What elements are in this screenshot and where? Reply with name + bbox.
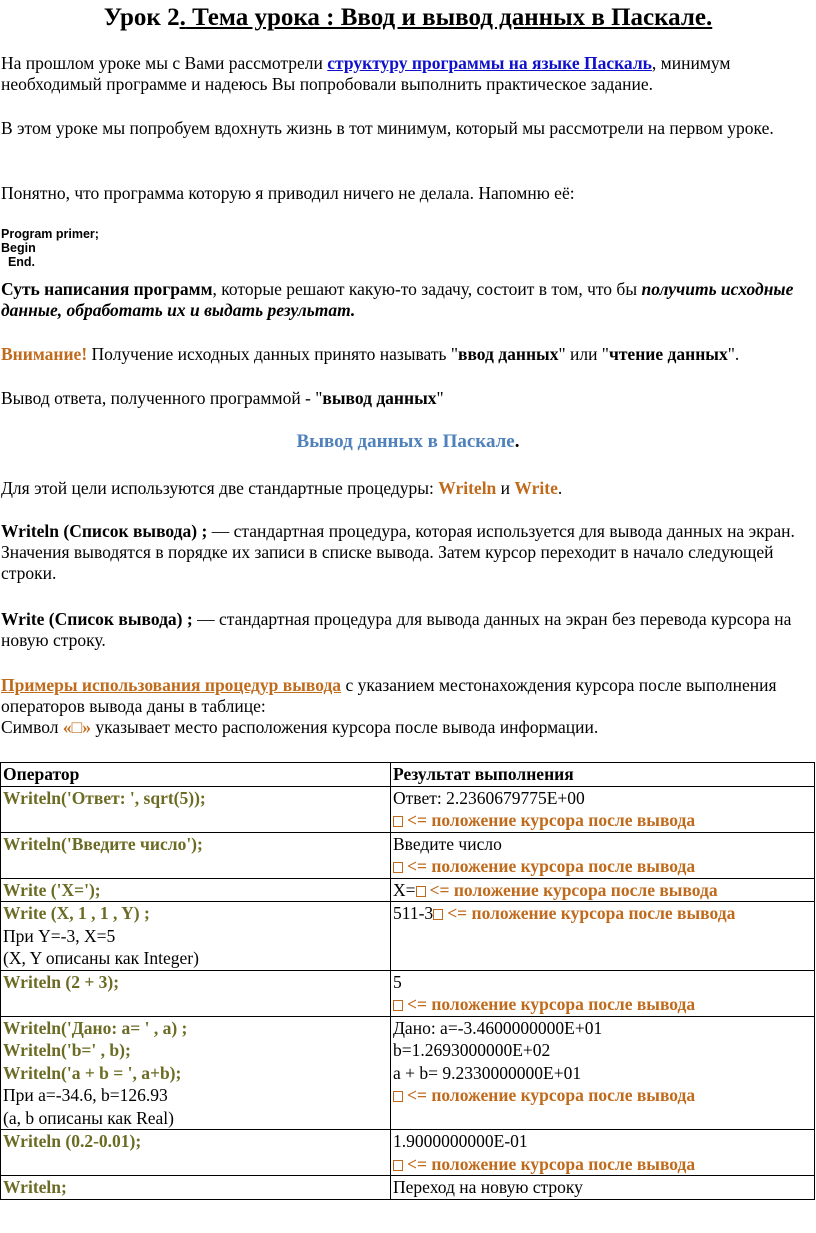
result-cell [391,902,815,971]
write-syntax: Write (Список вывода) ; [1,609,193,629]
title-dot: . [179,4,186,31]
operator-cell [1,970,391,1016]
result-line: a + b= 9.2330000000E+01 [393,1062,582,1083]
result-cell [391,878,815,902]
cursor-line [393,993,812,1016]
writeln-description: — стандартная процедура, которая используется для вывода данных на экран. Значения выводятся в порядке их записи в списке вывода. Затем курсор переходит в начало следующей строки. [1,521,795,583]
intro-paragraph-3: Понятно, что программа которую я приводил ничего не делала. Напомню её: [1,183,575,203]
essence-bold: Суть написания программ [1,279,213,299]
result-text: X= [393,879,416,900]
procedures-text: Для этой цели используются две стандартные процедуры: [1,478,439,498]
operator-note: (a, b описаны как Real) [3,1107,174,1128]
intro-p1-text: На прошлом уроке мы с Вами рассмотрели [1,53,328,73]
intro-paragraph-1 [1,53,811,95]
cursor-box-icon [393,816,403,827]
examples-link[interactable]: Примеры использования процедур вывода [1,675,342,695]
result-line: Переход на новую строку [393,1177,583,1197]
operator-line: Writeln (2 + 3); [3,971,120,992]
writeln-keyword: Writeln [438,478,497,498]
examples-table [0,762,815,1200]
code-line: Program primer; [1,227,99,241]
cursor-symbol: «□» [62,717,91,737]
cursor-note-text: <= положение курсора после вывода [407,810,696,830]
cursor-position-note [393,1085,695,1105]
cursor-position-note [416,880,718,900]
output-text-2: " [436,388,444,408]
header-result: Результат выполнения [391,763,815,787]
cursor-box-icon [393,862,403,873]
operator-line: Writeln('Дано: a= ' , a) ; [3,1017,188,1038]
result-cell [391,1016,815,1130]
cursor-note-text: <= положение курсора после вывода [407,994,696,1014]
cursor-note-text: <= положение курсора после вывода [429,879,718,900]
symbol-text: Символ [1,717,63,737]
operator-cell [1,902,391,971]
examples-paragraph [1,675,811,738]
cursor-box-icon [393,1091,403,1102]
cursor-position-note [393,1154,695,1174]
result-line: 1.9000000000E-01 [393,1131,528,1151]
operator-cell [1,786,391,832]
attention-paragraph [1,344,811,365]
intro-paragraph-4 [1,279,811,321]
cursor-box-icon [393,1000,403,1011]
operator-line: Writeln; [3,1177,67,1197]
cursor-note-text: <= положение курсора после вывода [407,1085,696,1105]
operator-line: Writeln('b=' , b); [3,1040,131,1060]
result-line: Дано: a=-3.4600000000E+01 [393,1017,603,1038]
operator-cell [1,832,391,878]
output-text: Вывод ответа, полученного программой - " [1,388,323,408]
cursor-position-note [393,856,695,876]
operator-cell [1,1176,391,1200]
cursor-note-text: <= положение курсора после вывода [407,856,696,876]
intro-paragraph-2: В этом уроке мы попробуем вдохнуть жизнь в тот минимум, который мы рассмотрели на первом уроке. [1,118,774,138]
attention-text: Получение исходных данных принято называть " [87,344,459,364]
attention-label: Внимание! [1,344,88,364]
operator-cell [1,1130,391,1176]
cursor-position-note [433,903,735,923]
procedures-paragraph [1,478,811,499]
symbol-text-2: указывает место расположения курсора после вывода информации. [90,717,599,737]
procedures-dot: . [557,478,563,498]
output-term: вывод данных [322,388,437,408]
cursor-box-icon [433,909,443,920]
result-line: Введите число [393,833,502,854]
table-row [1,902,815,971]
cursor-note-text: <= положение курсора после вывода [447,903,736,923]
operator-line: Writeln('Ответ: ', sqrt(5)); [3,787,206,808]
code-line: End. [1,255,36,269]
cursor-position-note [393,810,695,830]
writeln-syntax: Writeln (Список вывода) ; [1,521,208,541]
table-row [1,970,815,1016]
output-paragraph [1,388,811,409]
section-heading-dot: . [514,431,520,452]
input-term: ввод данных [458,344,559,364]
table-row [1,786,815,832]
result-line: b=1.2693000000E+02 [393,1040,551,1060]
cursor-box-icon [393,1160,403,1171]
attention-text-2: " или " [558,344,609,364]
section-heading-text: Вывод данных в Паскале [296,431,515,452]
write-keyword: Write [514,478,558,498]
cursor-box-icon [416,886,426,897]
examples-text: с указанием местонахождения курсора после выполнения операторов вывода даны в таблице: [1,675,777,716]
result-text: 511-3 [393,903,434,923]
operator-line: Writeln('a + b = ', a+b); [3,1062,182,1083]
title-prefix: Урок 2 [103,4,180,31]
cursor-position-note [393,994,695,1014]
result-line: 5 [393,971,402,992]
table-row [1,1016,815,1130]
procedures-and: и [496,478,515,498]
cursor-line [393,809,812,832]
essence-text: , которые решают какую-то задачу, состоит в том, что бы [212,279,642,299]
operator-note: При a=-34.6, b=126.93 [3,1085,168,1105]
program-structure-link[interactable]: структуру программы на языке Паскаль [327,53,652,73]
write-definition [1,609,811,651]
operator-line: Writeln (0.2-0.01); [3,1131,142,1151]
section-heading [0,431,816,452]
operator-line: Write ('X='); [3,879,101,900]
operator-cell [1,878,391,902]
table-row [1,878,815,902]
table-row [1,832,815,878]
operator-note: При Y=-3, X=5 [3,925,116,946]
write-description: — стандартная процедура для вывода данных на экран без перевода курсора на новую строку. [1,609,792,650]
result-line [393,879,812,902]
cursor-line [393,1084,812,1107]
result-line: Ответ: 2.2360679775E+00 [393,787,585,808]
table-row [1,1176,815,1200]
result-cell [391,1130,815,1176]
essence-italic: получить исходные данные, обработать их и выдать результат. [1,279,794,320]
read-term: чтение данных [608,344,728,364]
result-cell [391,1176,815,1200]
header-operator: Оператор [1,763,391,787]
page-title [0,3,816,33]
intro-p1-text-2: , минимум необходимый программе и надеюсь Вы попробовали выполнить практическое задание. [1,53,731,94]
operator-line: Writeln('Введите число'); [3,833,203,854]
title-topic: Тема урока : Ввод и вывод данных в Паскале. [185,4,713,31]
operator-line: Write (X, 1 , 1 , Y) ; [3,903,150,923]
code-example [1,227,99,269]
operator-note: (X, Y описаны как Integer) [3,948,199,968]
result-line [393,902,812,925]
cursor-line [393,855,812,878]
writeln-definition [1,521,811,584]
attention-text-3: ". [727,344,740,364]
table-header-row [1,763,815,787]
result-cell [391,970,815,1016]
cursor-note-text: <= положение курсора после вывода [407,1153,696,1174]
cursor-line [393,1153,812,1176]
result-cell [391,832,815,878]
operator-cell [1,1016,391,1130]
result-cell [391,786,815,832]
table-row [1,1130,815,1176]
code-line: Begin [1,241,36,255]
